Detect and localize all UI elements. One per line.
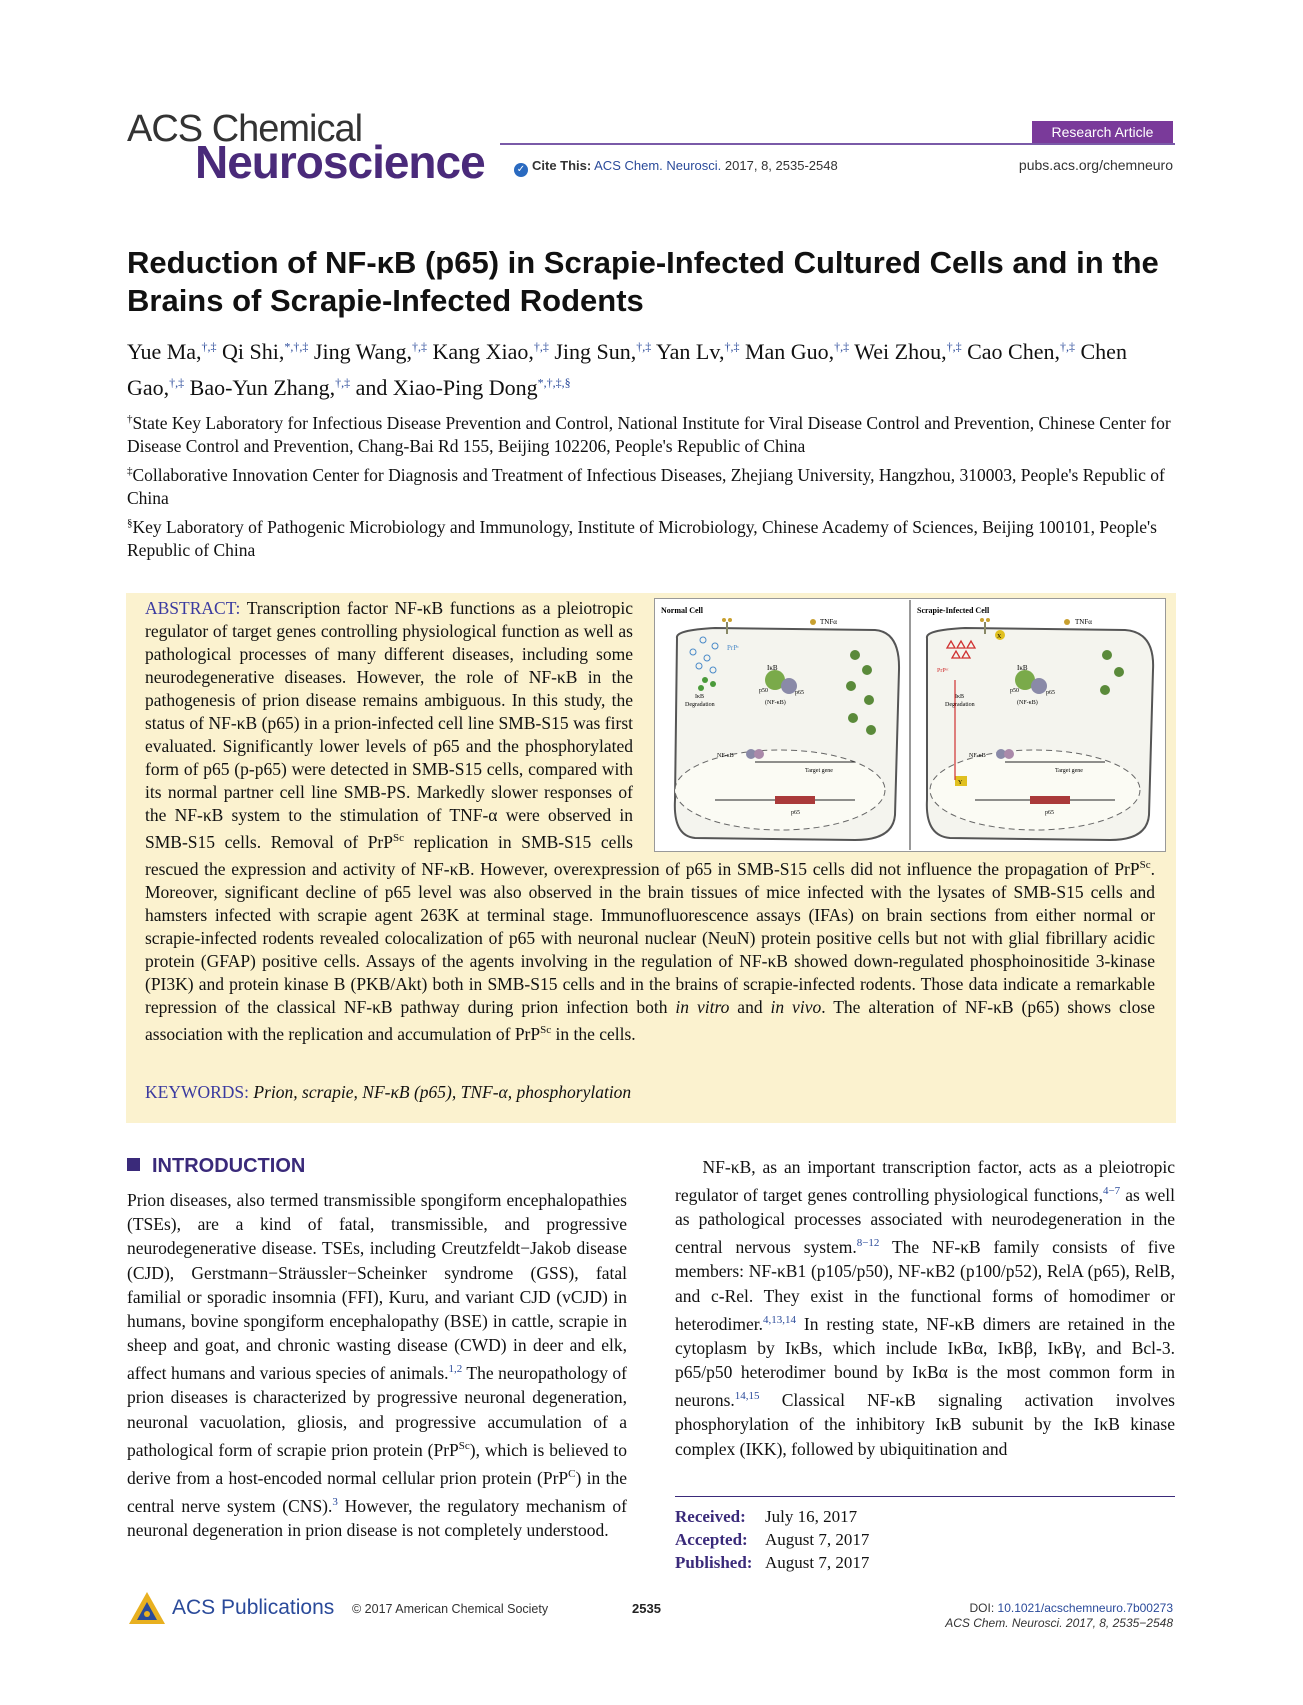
author[interactable]: Jing Wang,†,‡	[313, 339, 427, 365]
abstract-graphic	[654, 598, 1166, 852]
svg-text:p50: p50	[1010, 688, 1019, 694]
svg-text:NF-κB: NF-κB	[969, 753, 986, 759]
body-column-right: NF-κB, as an important transcription factor, acts as a pleiotropic regulator of target genes controlling physiological functions,$^{4-7}$ as well as pathological processes associated with neurodegeneration in the central nervous system.$^{8-12}$ The NF-κB family consists of five members: NF-κB1 (p105/p50), NF-κB2 (p100/p52), RelA (p65), RelB, and c-Rel. They exist in the functional forms of homodimer or heterodimer.$^{4,13,14}$ In resting state, NF-κB dimers are retained in the cytoplasm by IκBs, which include IκBα, IκBβ, IκBγ, and Bcl-3. p65/p50 heterodimer bound by IκBα is the most common form in neurons.$^{14,15}$ Classical NF-κB signaling activation involves phosphorylation of the inhibitory IκB subunit by the IκB kinase complex (IKK), followed by ubiquitination and	[675, 1157, 1175, 1459]
author[interactable]: Man Guo,†,‡	[744, 339, 850, 365]
svg-text:Y: Y	[958, 780, 963, 786]
svg-text:p65: p65	[1046, 690, 1055, 696]
svg-text:PrPˢᶜ: PrPˢᶜ	[937, 668, 949, 674]
page-number: 2535	[632, 1601, 661, 1616]
ref-link[interactable]: 14,15	[734, 1390, 760, 1403]
check-icon: ✓	[514, 163, 528, 177]
svg-text:IκB: IκB	[1017, 664, 1028, 672]
article-type-badge: Research Article	[1032, 121, 1173, 143]
acs-logo-icon	[127, 1590, 167, 1630]
copyright: © 2017 American Chemical Society	[352, 1602, 549, 1616]
footer-citation: ACS Chem. Neurosci. 2017, 8, 2535−2548	[945, 1616, 1173, 1630]
affiliation: ‡Collaborative Innovation Center for Diagnosis and Treatment of Infectious Diseases, Zhejiang University, Hangzhou, 310003, People's Republic of China	[127, 464, 1165, 508]
cite-line	[514, 158, 838, 177]
cite-volume: 2017, 8, 2535-2548	[724, 158, 838, 173]
keywords-label: KEYWORDS:	[145, 1082, 250, 1102]
date-received: Received: July 16, 2017	[675, 1507, 858, 1526]
publisher-name: ACS Publications	[172, 1596, 335, 1619]
svg-text:p50: p50	[759, 688, 768, 694]
section-heading: INTRODUCTION	[127, 1155, 305, 1178]
journal-url-link[interactable]: pubs.acs.org/chemneuro	[1018, 157, 1173, 173]
keywords: KEYWORDS: Prion, scrapie, NF-κB (p65), TNF-α, phosphorylation	[145, 1082, 632, 1102]
svg-text:(NF-κB): (NF-κB)	[765, 700, 786, 706]
svg-text:p65: p65	[795, 690, 804, 696]
svg-text:Degradation: Degradation	[685, 702, 715, 708]
abstract-text: ABSTRACT: Transcription factor NF-κB functions as a pleiotropic regulator of target genes controlling physiological function as well as pathological processes of many different diseases, including some neurodegenerative diseases. However, the role of NF-κB in the pathogenesis of prion disease remains ambiguous. In this study, the status of NF-κB (p65) in a prion-infected cell line SMB-S15 was first evaluated. Significantly lower levels of p65 and the phosphorylated form of p65 (p-p65) were detected in SMB-S15 cells, compared with its normal partner cell line SMB-PS. Markedly slower responses of the NF-κB system to the stimulation of TNF-α were observed in SMB-S15 cells. Removal of PrP$^{Sc}$ replication in SMB-S15 cells rescued the expression and activity of NF-κB. However, overexpression of p65 in SMB-S15 cells did not influence the propagation of PrP$^{Sc}$. Moreover, significant decline of p65 level was also observed in the brain tissues of mice infected with the lysates of SMB-S15 cells and hamsters infected with scrapie agent 263K at terminal stage. Immunofluorescence assays (IFAs) on brain sections from either normal or scrapie-infected rodents revealed colocalization of p65 with neuronal nuclear (NeuN) protein positive cells but not with glial fibrillary acidic protein (GFAP) positive cells. Assays of the agents involving in the regulation of NF-κB showed down-regulated phosphoinositide 3-kinase (PI3K) and protein kinase B (PKB/Akt) both in SMB-S15 cells and in the brains of scrapie-infected rodents. Those data indicate a remarkable repression of the classical NF-κB pathway during prion infection both in vitro and in vivo. The alteration of NF-κB (p65) shows close association with the replication and accumulation of PrP$^{Sc}$ in the cells.	[145, 598, 1155, 1044]
affiliation: †State Key Laboratory for Infectious Disease Prevention and Control, National Institute for Viral Disease Control and Prevention, Chinese Center for Disease Control and Prevention, Chang-Bai Rd 155, Beijing 102206, People's Republic of China	[127, 412, 1171, 456]
svg-text:Target gene: Target gene	[805, 768, 833, 774]
svg-text:X: X	[997, 634, 1002, 640]
abstract-label: ABSTRACT:	[145, 598, 241, 618]
author[interactable]: Cao Chen,†,‡	[967, 339, 1075, 365]
ref-link[interactable]: 4,13,14	[762, 1313, 796, 1326]
svg-text:Degradation: Degradation	[945, 702, 975, 708]
author[interactable]: Yan Lv,†,‡	[655, 339, 740, 365]
author[interactable]: Bao-Yun Zhang,†,‡	[189, 374, 351, 400]
svg-text:p65: p65	[1045, 810, 1054, 816]
cite-label: Cite This:	[532, 158, 592, 173]
svg-text:TNFα: TNFα	[820, 618, 837, 626]
author-list	[127, 332, 1187, 403]
paper-title: Reduction of NF-κB (p65) in Scrapie-Infected Cultured Cells and in the Brains of Scrapie-Infected Rodents	[127, 245, 1159, 318]
journal-name-line2: Neuroscience	[195, 136, 485, 188]
journal-name-line1: ACS Chemical	[127, 108, 363, 150]
ref-link[interactable]: 8−12	[856, 1237, 880, 1250]
doi: DOI: 10.1021/acschemneuro.7b00273	[969, 1601, 1173, 1615]
ref-link[interactable]: 4−7	[1102, 1185, 1121, 1198]
svg-text:IκB: IκB	[767, 664, 778, 672]
section-square-icon	[127, 1158, 140, 1171]
svg-text:NF-κB: NF-κB	[717, 753, 734, 759]
header-rule	[500, 143, 1175, 145]
author[interactable]: Kang Xiao,†,‡	[432, 339, 549, 365]
author[interactable]: Chen Gao,†,‡	[127, 339, 1127, 400]
doi-link[interactable]: 10.1021/acschemneuro.7b00273	[997, 1601, 1173, 1615]
svg-text:(NF-κB): (NF-κB)	[1017, 700, 1038, 706]
author[interactable]: and Xiao-Ping Dong*,†,‡,§	[355, 374, 571, 400]
svg-text:Target gene: Target gene	[1055, 768, 1083, 774]
ref-link[interactable]: 1,2	[448, 1363, 463, 1376]
author[interactable]: Jing Sun,†,‡	[554, 339, 652, 365]
affiliation: §Key Laboratory of Pathogenic Microbiology and Immunology, Institute of Microbiology, Chinese Academy of Sciences, Beijing 100101, People's Republic of China	[127, 516, 1157, 560]
body-column-left: Prion diseases, also termed transmissible spongiform encephalopathies (TSEs), are a kind of fatal, transmissible, and progressive neurodegenerative disease. TSEs, including Creutzfeldt−Jakob disease (CJD), Gerstmann−Sträussler−Scheinker syndrome (GSS), fatal familial or sporadic insomnia (FFI), Kuru, and variant CJD (vCJD) in humans, bovine spongiform encephalopathy (BSE) in cattle, scrapie in sheep and goat, and chronic wasting disease (CWD) in deer and elk, affect humans and various species of animals.$^{1,2}$ The neuropathology of prion diseases is characterized by progressive neuronal degeneration, neuronal vacuolation, gliosis, and progressive accumulation of a pathological form of scrapie prion protein (PrP$^{Sc}$), which is believed to derive from a host-encoded normal cellular prion protein (PrP$^C$) in the central nerve system (CNS).$^3$ However, the regulatory mechanism of neuronal degeneration in prion disease is not completely understood.	[127, 1190, 628, 1540]
scrapie-cell-label: Scrapie-Infected Cell	[917, 606, 990, 615]
svg-text:IκB: IκB	[955, 694, 965, 700]
author[interactable]: Yue Ma,†,‡	[127, 339, 217, 365]
normal-cell-label: Normal Cell	[661, 606, 703, 615]
svg-text:PrPᶜ: PrPᶜ	[727, 644, 739, 652]
author[interactable]: Wei Zhou,†,‡	[854, 339, 962, 365]
date-published: Published: August 7, 2017	[675, 1553, 870, 1572]
svg-text:TNFα: TNFα	[1075, 618, 1092, 626]
author[interactable]: Qi Shi,*,†,‡	[222, 339, 309, 365]
svg-text:IκB: IκB	[695, 694, 705, 700]
ref-link[interactable]: 3	[332, 1495, 338, 1508]
dates-rule	[675, 1496, 1175, 1497]
svg-text:p65: p65	[791, 810, 800, 816]
date-accepted: Accepted: August 7, 2017	[675, 1530, 870, 1549]
cite-journal-link[interactable]: ACS Chem. Neurosci.	[594, 158, 722, 173]
